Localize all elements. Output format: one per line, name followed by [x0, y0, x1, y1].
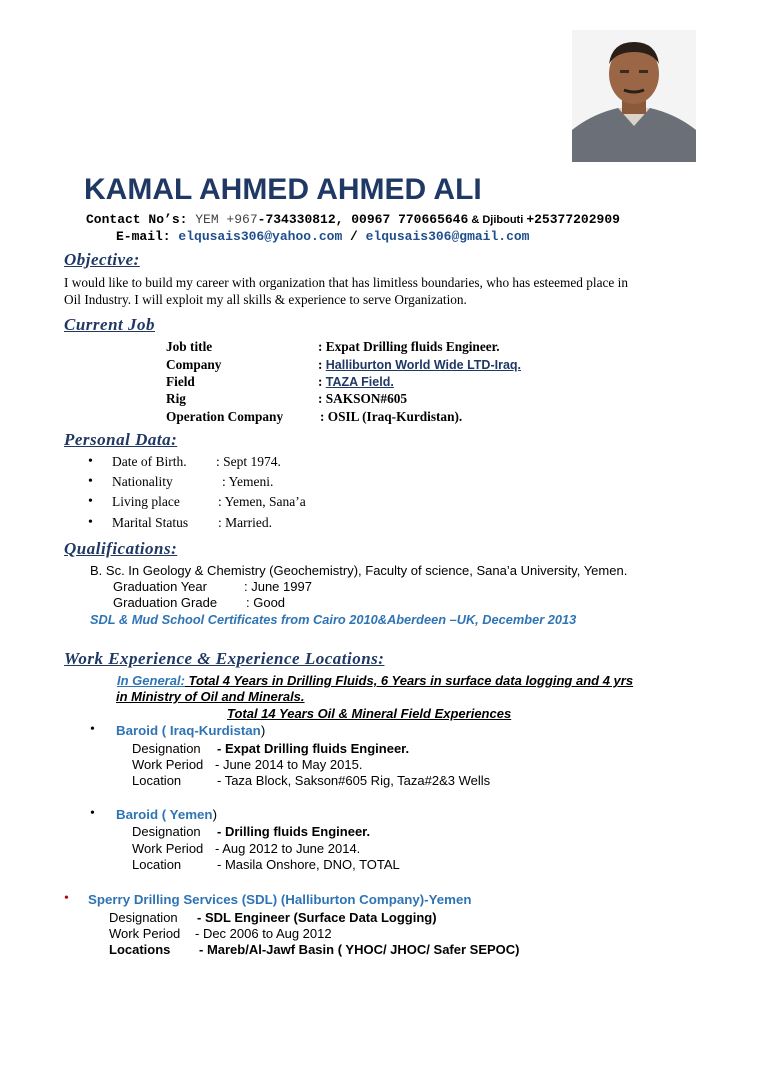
job-baroid-iraq-location: - Taza Block, Sakson#605 Rig, Taza#2&3 Wells — [217, 773, 491, 788]
contact-label: Contact No’s: — [86, 212, 188, 227]
nationality-label: Nationality — [112, 474, 173, 489]
personal-data-heading: Personal Data: — [64, 430, 178, 449]
bullet-job-baroid-iraq: • — [90, 722, 95, 737]
contact-amp: & Djibouti — [468, 214, 527, 226]
job-sperry-period: - Dec 2006 to Aug 2012 — [195, 926, 332, 941]
degree-text: B. Sc. In Geology & Chemistry (Geochemistry), Faculty of science, Sana’a University, Yemen. — [90, 563, 628, 578]
objective-line-1: I would like to build my career with organization that has limitless boundaries, who has esteemed place in — [64, 275, 628, 290]
company-label: Company — [166, 357, 222, 372]
total-experience: Total 14 Years Oil & Mineral Field Experiences — [227, 706, 512, 721]
bullet-job-baroid-yemen: • — [90, 806, 95, 821]
job-baroid-yemen-designation-label: Designation — [132, 824, 201, 839]
general-text-1: Total 4 Years in Drilling Fluids, 6 Years in surface data logging and 4 yrs — [184, 673, 634, 688]
job-baroid-iraq-location-label: Location — [132, 773, 182, 788]
living-place-value: : Yemen, Sana’a — [218, 494, 306, 509]
field-value-line — [318, 374, 394, 390]
field-label: Field — [166, 374, 195, 389]
company-value-line — [318, 357, 521, 373]
general-line-1 — [117, 673, 633, 688]
graduation-year-label: Graduation Year — [113, 579, 207, 594]
profile-photo-image — [572, 30, 696, 162]
contact-prefix: YEM +967 — [187, 212, 258, 227]
job-baroid-iraq-title-close: ) — [260, 723, 266, 738]
bullet-marital-status: • — [88, 515, 93, 530]
marital-status-label: Marital Status — [112, 515, 189, 530]
job-title-label: Job title — [166, 339, 213, 354]
job-sperry-location: - Mareb/Al-Jawf Basin ( YHOC/ JHOC/ Safer SEPOC) — [199, 942, 520, 957]
company-colon: : — [318, 357, 326, 372]
job-sperry-designation-label: Designation — [109, 910, 178, 925]
job-sperry-location-label: Locations — [109, 942, 171, 957]
job-baroid-yemen-title — [116, 807, 217, 822]
qualifications-heading: Qualifications: — [64, 539, 178, 558]
operation-company-label: Operation Company — [166, 409, 284, 424]
graduation-year-value: : June 1997 — [244, 579, 312, 594]
dob-value: : Sept 1974. — [216, 454, 281, 469]
general-label: In General: — [117, 673, 185, 688]
email-separator: / — [342, 229, 366, 244]
email-label: E-mail: — [116, 229, 171, 244]
field-colon: : — [318, 374, 326, 389]
job-baroid-iraq-title-text: Baroid ( Iraq-Kurdistan — [116, 723, 261, 738]
marital-status-value: : Married. — [218, 515, 272, 530]
job-baroid-yemen-location: - Masila Onshore, DNO, TOTAL — [217, 857, 400, 872]
objective-heading: Objective: — [64, 250, 140, 269]
company-value: Halliburton World Wide LTD-Iraq. — [325, 358, 522, 372]
objective-line-2: Oil Industry. I will exploit my all skills & experience to serve Organization. — [64, 292, 467, 307]
email-link-yahoo[interactable]: elqusais306@yahoo.com — [178, 229, 343, 244]
living-place-label: Living place — [112, 494, 180, 509]
job-sperry-period-label: Work Period — [109, 926, 181, 941]
operation-company-value: : OSIL (Iraq-Kurdistan). — [320, 409, 463, 424]
bullet-job-sperry: • — [64, 891, 69, 906]
contact-djibouti: +25377202909 — [526, 212, 620, 227]
bullet-nationality: • — [88, 474, 93, 489]
dob-label: Date of Birth. — [112, 454, 187, 469]
email-line — [116, 229, 529, 244]
job-baroid-iraq-period: - June 2014 to May 2015. — [215, 757, 363, 772]
job-sperry-title: Sperry Drilling Services (SDL) (Halliburton Company)-Yemen — [88, 892, 472, 907]
job-baroid-iraq-period-label: Work Period — [132, 757, 204, 772]
general-line-2: in Ministry of Oil and Minerals. — [116, 689, 305, 704]
contact-numbers: -734330812, 00967 770665646 — [257, 212, 469, 227]
candidate-name: KAMAL AHMED AHMED ALI — [84, 173, 482, 206]
rig-value: : SAKSON#605 — [318, 391, 408, 406]
job-baroid-yemen-period-label: Work Period — [132, 841, 204, 856]
job-baroid-yemen-location-label: Location — [132, 857, 182, 872]
job-baroid-yemen-designation: - Drilling fluids Engineer. — [217, 824, 371, 839]
bullet-dob: • — [88, 454, 93, 469]
graduation-grade-value: : Good — [246, 595, 286, 610]
job-baroid-iraq-designation-label: Designation — [132, 741, 201, 756]
rig-label: Rig — [166, 391, 186, 406]
nationality-value: : Yemeni. — [222, 474, 274, 489]
job-baroid-yemen-period: - Aug 2012 to June 2014. — [215, 841, 361, 856]
job-baroid-iraq-title — [116, 723, 265, 738]
bullet-living-place: • — [88, 494, 93, 509]
contact-line — [86, 212, 620, 227]
profile-photo — [572, 30, 696, 162]
certificates-text: SDL & Mud School Certificates from Cairo 2010&Aberdeen –UK, December 2013 — [90, 612, 577, 627]
job-sperry-designation: - SDL Engineer (Surface Data Logging) — [197, 910, 437, 925]
graduation-grade-label: Graduation Grade — [113, 595, 218, 610]
job-baroid-yemen-title-text: Baroid ( Yemen — [116, 807, 213, 822]
field-value: TAZA Field. — [325, 375, 394, 389]
job-baroid-yemen-title-close: ) — [212, 807, 217, 822]
current-job-heading: Current Job — [64, 315, 155, 334]
job-title-value: : Expat Drilling fluids Engineer. — [318, 339, 500, 354]
work-experience-heading: Work Experience & Experience Locations: — [64, 649, 385, 668]
email-link-gmail[interactable]: elqusais306@gmail.com — [365, 229, 530, 244]
job-baroid-iraq-designation: - Expat Drilling fluids Engineer. — [217, 741, 410, 756]
